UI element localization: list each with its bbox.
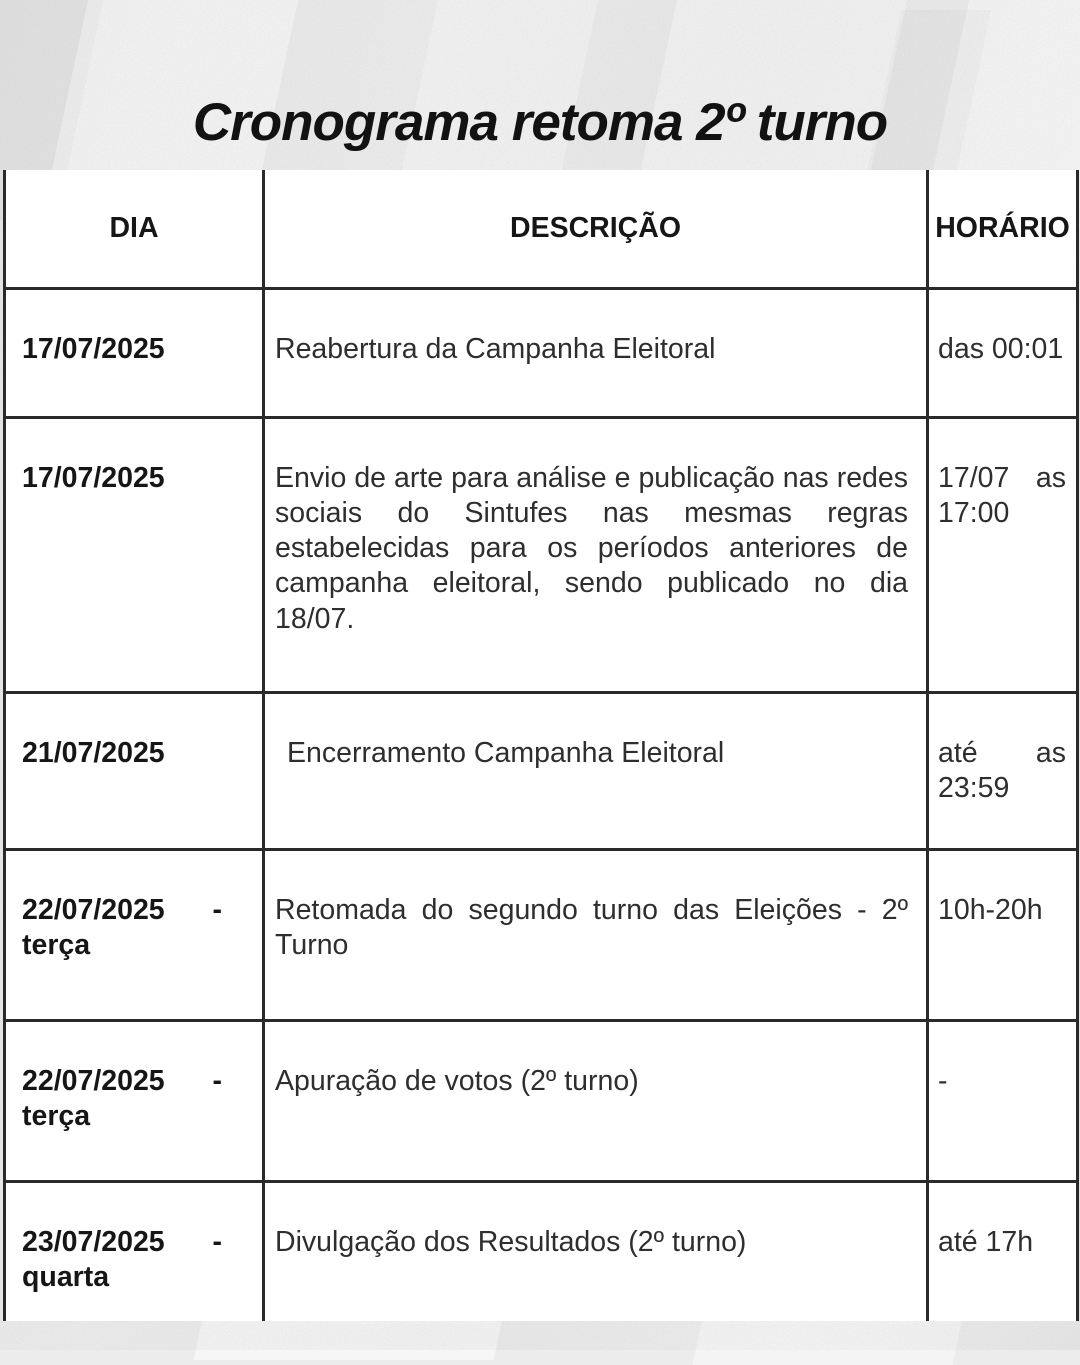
cell-descricao: Encerramento Campanha Eleitoral xyxy=(264,692,928,849)
cell-descricao: Retomada do segundo turno das Eleições - 2º Turno xyxy=(264,849,928,1020)
cell-horario: até 17h xyxy=(928,1181,1078,1321)
cell-descricao: Divulgação dos Resultados (2º turno) xyxy=(264,1181,928,1321)
schedule-table xyxy=(3,170,1079,1321)
cell-dia: 17/07/2025 xyxy=(5,417,264,692)
cell-horario: das 00:01 xyxy=(928,288,1078,417)
cell-descricao: Envio de arte para análise e publicação nas redes sociais do Sintufes nas mesmas regras estabelecidas para os períodos anteriores de campanha eleitoral, sendo publicado no dia 18/07. xyxy=(264,417,928,692)
cell-horario: até as 23:59 xyxy=(928,692,1078,849)
column-header-dia: DIA xyxy=(5,170,264,288)
table-row xyxy=(5,288,1078,417)
schedule-table-container xyxy=(3,170,1076,1321)
column-header-descricao: DESCRIÇÃO xyxy=(264,170,928,288)
header-row xyxy=(5,170,1078,288)
column-header-horario: HORÁRIO xyxy=(928,170,1078,288)
cell-descricao: Reabertura da Campanha Eleitoral xyxy=(264,288,928,417)
cell-dia: 23/07/2025 - quarta xyxy=(5,1181,264,1321)
cell-descricao: Apuração de votos (2º turno) xyxy=(264,1020,928,1181)
cell-dia: 21/07/2025 xyxy=(5,692,264,849)
table-row xyxy=(5,692,1078,849)
table-row xyxy=(5,1181,1078,1321)
cell-horario: - xyxy=(928,1020,1078,1181)
cell-dia: 22/07/2025 - terça xyxy=(5,1020,264,1181)
cell-dia: 22/07/2025 - terça xyxy=(5,849,264,1020)
cell-horario: 10h-20h xyxy=(928,849,1078,1020)
table-row xyxy=(5,849,1078,1020)
table-row xyxy=(5,1020,1078,1181)
page-title: Cronograma retoma 2º turno xyxy=(192,93,888,152)
table-row xyxy=(5,417,1078,692)
cell-dia: 17/07/2025 xyxy=(5,288,264,417)
cell-horario: 17/07 as 17:00 xyxy=(928,417,1078,692)
